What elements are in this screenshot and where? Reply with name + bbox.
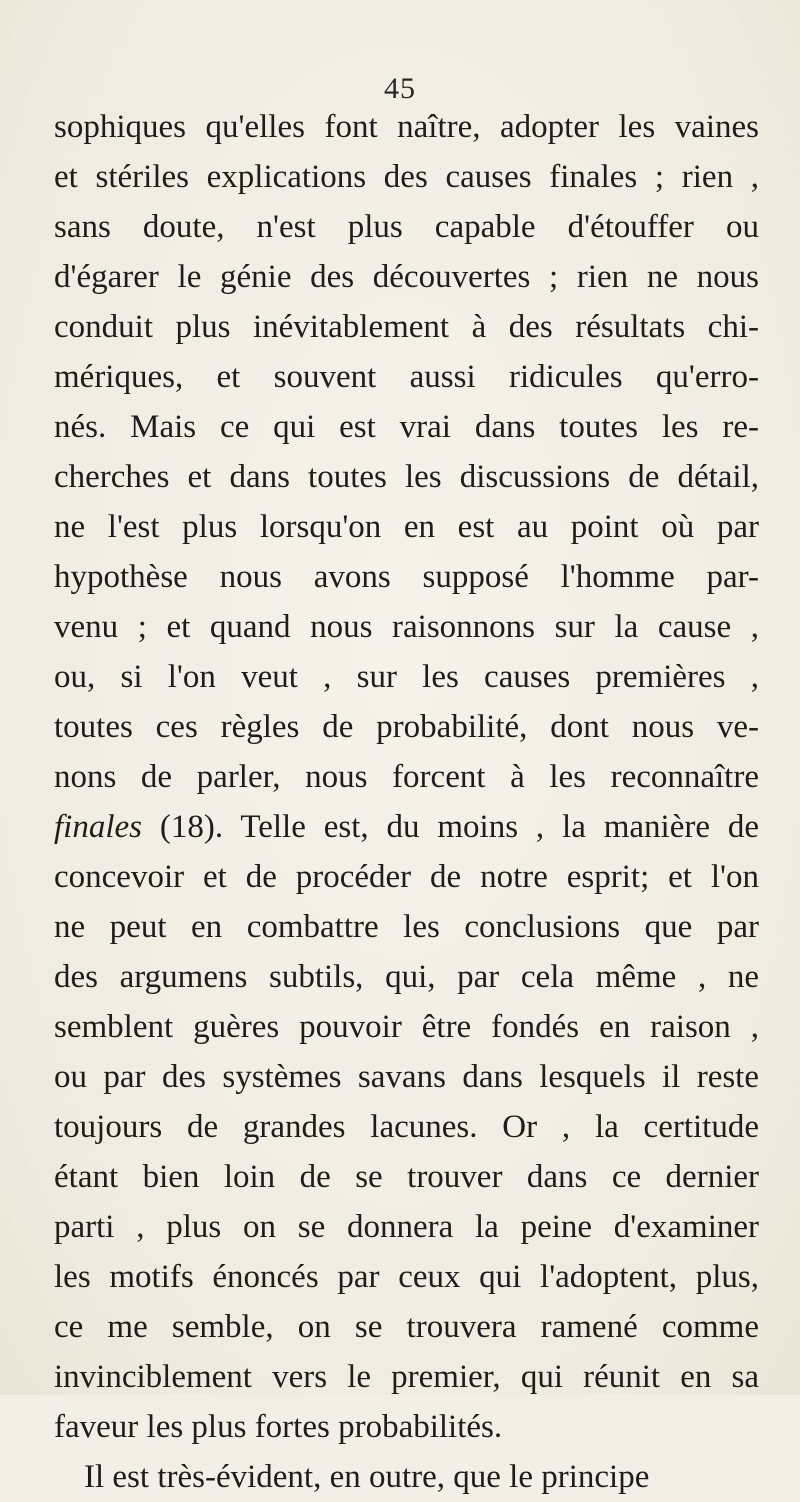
- text-line: ou, si l'on veut , sur les causes premières ,: [54, 659, 759, 695]
- text-line: parti , plus on se donnera la peine d'examiner: [54, 1209, 759, 1245]
- text-line: ce me semble, on se trouvera ramené comme: [54, 1309, 759, 1345]
- body-text: [54, 102, 759, 1502]
- text-line: sophiques qu'elles font naître, adopter les vaines: [54, 109, 759, 145]
- text-line: étant bien loin de se trouver dans ce dernier: [54, 1159, 759, 1195]
- text-line: et stériles explications des causes finales ; rien ,: [54, 159, 759, 195]
- text-line: Il est très-évident, en outre, que le principe: [84, 1459, 650, 1495]
- text-line: les motifs énoncés par ceux qui l'adoptent, plus,: [54, 1259, 759, 1295]
- text-line: des argumens subtils, qui, par cela même , ne: [54, 959, 759, 995]
- text-line: nés. Mais ce qui est vrai dans toutes les re-: [54, 409, 759, 445]
- italic-word: finales: [54, 809, 142, 845]
- text-line: conduit plus inévitablement à des résultats chi-: [54, 309, 759, 345]
- text-line: concevoir et de procéder de notre esprit; et l'on: [54, 859, 759, 895]
- text-line: nons de parler, nous forcent à les reconnaître: [54, 759, 759, 795]
- text-line: cherches et dans toutes les discussions de détail,: [54, 459, 759, 495]
- text-line: ne l'est plus lorsqu'on en est au point où par: [54, 509, 759, 545]
- page-number: 45: [384, 72, 416, 105]
- text-line: toujours de grandes lacunes. Or , la certitude: [54, 1109, 759, 1145]
- text-line: ou par des systèmes savans dans lesquels il reste: [54, 1059, 759, 1095]
- text-line-rest: Telle est, du moins , la manière de: [240, 809, 759, 845]
- text-line: semblent guères pouvoir être fondés en raison ,: [54, 1009, 759, 1045]
- text-line: sans doute, n'est plus capable d'étouffer ou: [54, 209, 759, 245]
- note-reference: (18).: [159, 809, 224, 845]
- text-line-with-note: [54, 802, 759, 852]
- text-line: invinciblement vers le premier, qui réunit en sa: [54, 1359, 759, 1395]
- text-line: ne peut en combattre les conclusions que par: [54, 909, 759, 945]
- text-line: mériques, et souvent aussi ridicules qu'erro-: [54, 359, 759, 395]
- text-line: hypothèse nous avons supposé l'homme par-: [54, 559, 759, 595]
- text-line: faveur les plus fortes probabilités.: [54, 1409, 503, 1445]
- text-line: toutes ces règles de probabilité, dont nous ve-: [54, 709, 759, 745]
- text-line: venu ; et quand nous raisonnons sur la cause ,: [54, 609, 759, 645]
- text-line: d'égarer le génie des découvertes ; rien ne nous: [54, 259, 759, 295]
